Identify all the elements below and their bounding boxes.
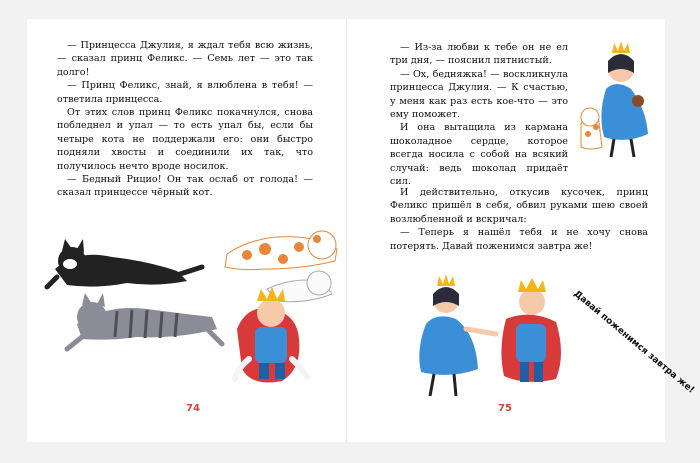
- paragraph: И действительно, откусив кусочек, принц Феликс пришёл в себя, обвил руками шею своей возлюбленной и вскричал:: [390, 187, 648, 225]
- right-page: [346, 19, 696, 442]
- page-number-right: 75: [498, 403, 512, 414]
- paragraph: — Принц Феликс, знай, я влюблена в тебя! — ответила принцесса.: [57, 80, 313, 105]
- prince-and-princess-illustration: [406, 274, 596, 404]
- right-page-text-bottom: [390, 186, 648, 253]
- right-page-text-top: [390, 41, 568, 188]
- paragraph: От этих слов принц Феликс покачнулся, снова побледнел и упал — то есть упал бы, если бы четыре кота не поддержали его: они быстро подняли хвосты и соединили их так, что получилось нечто вроде носилок.: [57, 107, 313, 172]
- black-cat-image: [47, 239, 202, 287]
- white-cat-image: [267, 271, 332, 302]
- spotted-cat-image: [225, 231, 337, 270]
- left-page: [27, 19, 347, 442]
- paragraph: — Теперь я нашёл тебя и не хочу снова потерять. Давай поженимся завтра же!: [390, 227, 648, 252]
- princess-with-cat-illustration: [576, 39, 661, 169]
- speech-text: Давай поженимся завтра же!: [571, 289, 696, 396]
- cats-carrying-prince-illustration: [37, 209, 342, 394]
- paragraph: — Бедный Рицио! Он так ослаб от голода! — сказал принцессе чёрный кот.: [57, 174, 313, 199]
- princess-image: [419, 274, 496, 396]
- paragraph: И она вытащила из кармана шоколадное сердце, которое всегда носила с собой на всякий случай: ведь шоколад придаёт сил.: [390, 122, 568, 188]
- left-page-text: [57, 39, 313, 200]
- paragraph: — Ох, бедняжка! — воскликнула принцесса Джулия. — К счастью, у меня как раз есть кое-что — это ему поможет.: [390, 68, 568, 121]
- princess-image: [601, 41, 648, 157]
- prince-image: [501, 278, 561, 382]
- spotted-cat-image: [581, 108, 602, 149]
- paragraph: — Из-за любви к тебе он не ел три дня, — пояснил пятнистый.: [390, 42, 568, 67]
- grey-cat-image: [67, 293, 222, 349]
- page-number-left: 74: [186, 403, 200, 414]
- book-spread: [27, 19, 696, 442]
- paragraph: — Принцесса Джулия, я ждал тебя всю жизнь, — сказал принц Феликс. — Семь лет — это так долго!: [57, 40, 313, 78]
